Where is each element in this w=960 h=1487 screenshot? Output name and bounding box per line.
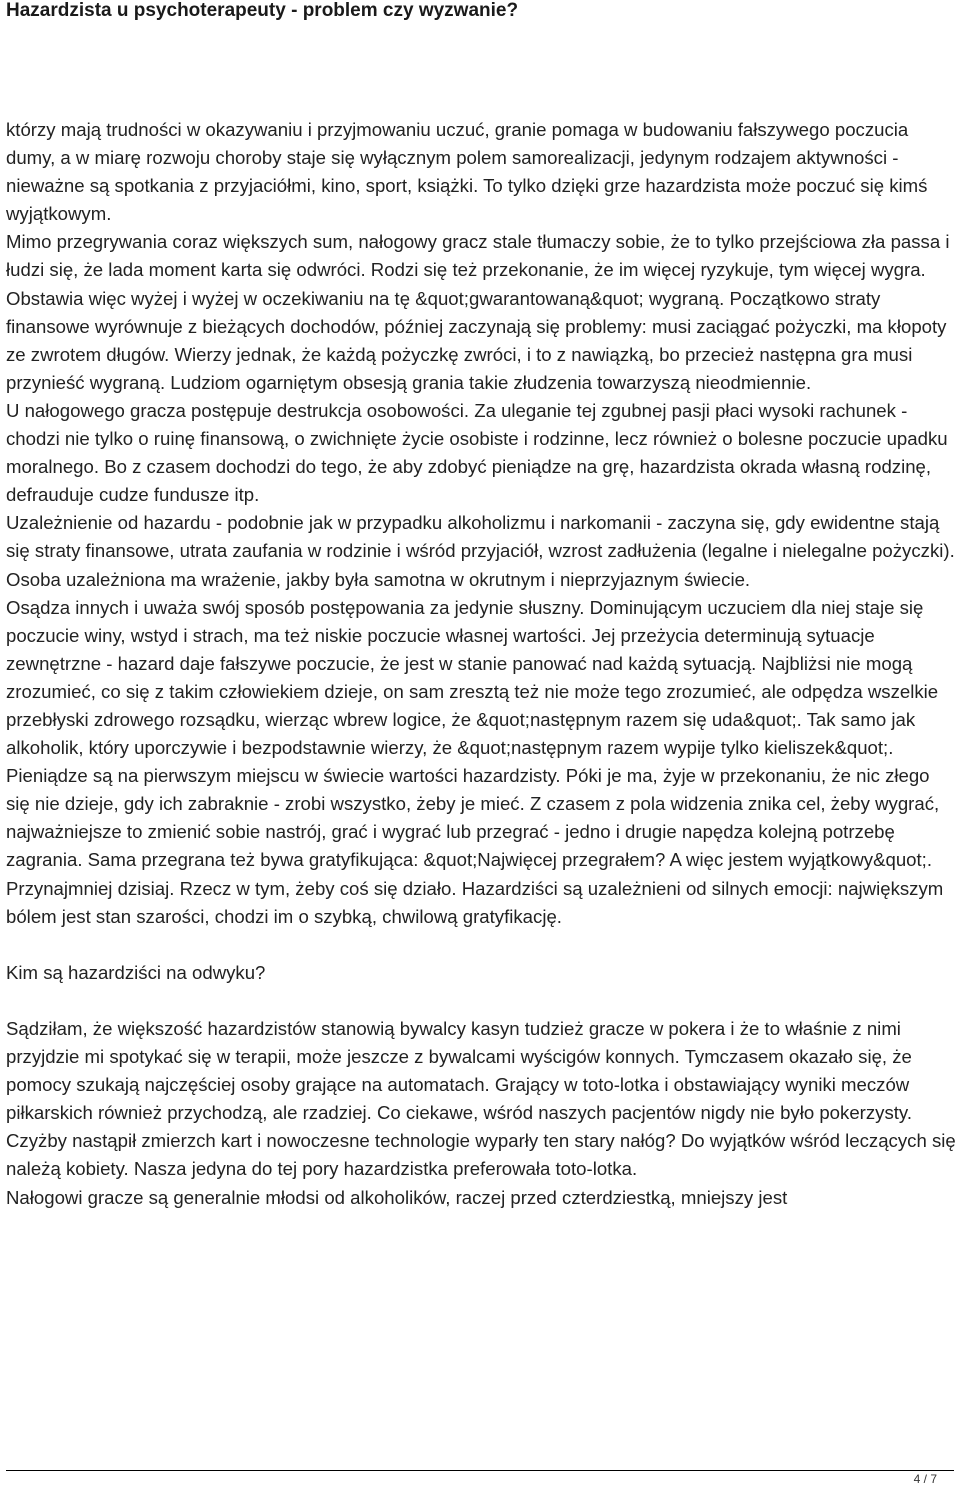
section-heading: Kim są hazardziści na odwyku? (6, 961, 266, 983)
paragraph: Osądza innych i uważa swój sposób postępowania za jedynie słuszny. Dominującym uczuciem dla niej staje się poczucie winy, wstyd i strach, ma też niskie poczucie własnej wartości. Jej przeżycia determinują sytuacje zewnętrzne - hazard daje fałszywe poczucie, że jest w stanie panować nad każdą sytuacją. Najbliżsi nie mogą zrozumieć, co się z takim człowiekiem dzieje, on sam zresztą też nie może tego zrozumieć, ale odpędza wszelkie przebłyski zdrowego rozsądku, wierząc wbrew logice, że &quot;następnym razem się uda&quot;. Tak samo jak alkoholik, który uporczywie i bezpodstawnie wierzy, że &quot;następnym razem wypije tylko kieliszek&quot;. (6, 596, 939, 759)
paragraph: Osoba uzależniona ma wrażenie, jakby była samotna w okrutnym i nieprzyjaznym świecie. (6, 568, 751, 590)
paragraph: U nałogowego gracza postępuje destrukcja osobowości. Za uleganie tej zgubnej pasji płaci wysoki rachunek - chodzi nie tylko o ruinę finansową, o zwichnięte życie osobiste i rodzinne, lecz również o bolesne poczucie upadku moralnego. Bo z czasem dochodzi do tego, że aby zdobyć pieniądze na grę, hazardzista okrada własną rodzinę, defrauduje cudze fundusze itp. (6, 399, 948, 506)
spacer (6, 931, 956, 959)
paragraph: Mimo przegrywania coraz większych sum, nałogowy gracz stale tłumaczy sobie, że to tylko przejściowa zła passa i łudzi się, że lada moment karta się odwróci. Rodzi się też przekonanie, że im więcej ryzykuje, tym więcej wygra. Obstawia więc wyżej i wyżej w oczekiwaniu na tę &quot;gwarantowaną&quot; wygraną. Początkowo straty finansowe wyrównuje z bieżących dochodów, później zaczynają się problemy: musi zaciągać pożyczki, ma kłopoty ze zwrotem długów. Wierzy jednak, że każdą pożyczkę zwróci, i to z nawiązką, bo przecież następna gra musi przynieść wygraną. Ludziom ogarniętym obsesją grania takie złudzenia towarzyszą nieodmiennie. (6, 231, 950, 393)
paragraph: Sądziłam, że większość hazardzistów stanowią bywalcy kasyn tudzież gracze w pokera i że to właśnie z nimi przyjdzie mi spotykać się w terapii, może jeszcze z bywalcami wyścigów konnych. Tymczasem okazało się, że pomocy szukają najczęściej osoby grające na automatach. Grający w toto-lotka i obstawiający wyniki meczów piłkarskich również przychodzą, ale rzadziej. Co ciekawe, wśród naszych pacjentów nigdy nie było pokerzysty. Czyżby nastąpił zmierzch kart i nowoczesne technologie wyparły ten stary nałóg? Do wyjątków wśród leczących się należą kobiety. Nasza jedyna do tej pory hazardzistka preferowała toto-lotka. (6, 1018, 956, 1180)
spacer (6, 987, 956, 1015)
article-body (6, 116, 956, 1212)
paragraph: którzy mają trudności w okazywaniu i przyjmowaniu uczuć, granie pomaga w budowaniu fałszywego poczucia dumy, a w miarę rozwoju choroby staje się wyłącznym polem samorealizacji, jedynym rodzajem aktywności - nieważne są spotkania z przyjaciółmi, kino, sport, książki. To tylko dzięki grze hazardzista może poczuć się kimś wyjątkowym. (6, 119, 928, 225)
page-number: 4 / 7 (913, 1472, 937, 1486)
paragraph: Nałogowi gracze są generalnie młodsi od alkoholików, raczej przed czterdziestką, mniejszy jest (6, 1186, 788, 1208)
page-header-title: Hazardzista u psychoterapeuty - problem czy wyzwanie? (6, 0, 519, 21)
paragraph: Uzależnienie od hazardu - podobnie jak w przypadku alkoholizmu i narkomanii - zaczyna się, gdy ewidentne stają się straty finansowe, utrata zaufania w rodzinie i wśród przyjaciół, wzrost zadłużenia (legalne i nielegalne pożyczki). (6, 512, 955, 562)
paragraph: Pieniądze są na pierwszym miejscu w świecie wartości hazardzisty. Póki je ma, żyje w przekonaniu, że nic złego się nie dzieje, gdy ich zabraknie - zrobi wszystko, żeby je mieć. Z czasem z pola widzenia znika cel, żeby wygrać, najważniejsze to zmienić sobie nastrój, grać i wygrać lub przegrać - jedno i drugie napędza kolejną potrzebę zagrania. Sama przegrana też bywa gratyfikująca: &quot;Najwięcej przegrałem? A więc jestem wyjątkowy&quot;. Przynajmniej dzisiaj. Rzecz w tym, żeby coś się działo. Hazardziści są uzależnieni od silnych emocji: największym bólem jest stan szarości, chodzi im o szybką, chwilową gratyfikację. (6, 765, 944, 927)
footer-divider (6, 1470, 954, 1471)
